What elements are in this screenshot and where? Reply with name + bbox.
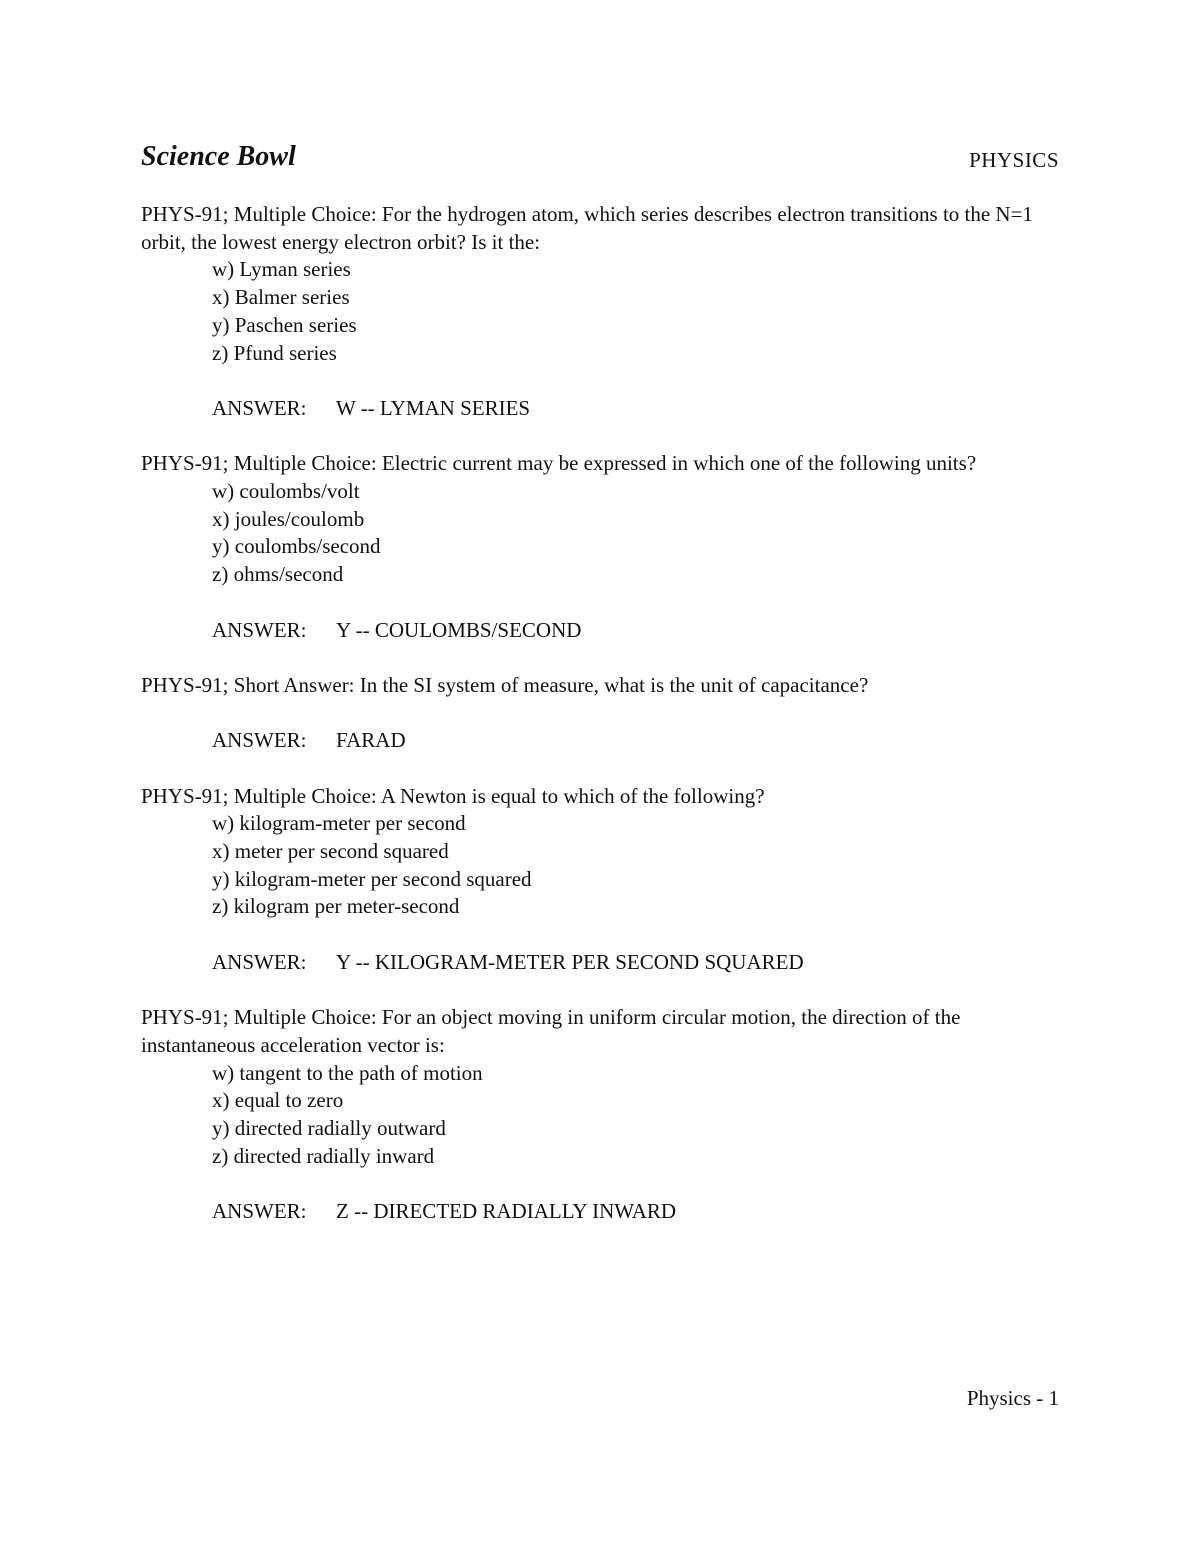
choice-z: z) ohms/second (212, 562, 344, 587)
question-list (141, 201, 1059, 1254)
choice-w: w) Lyman series (212, 257, 351, 282)
answer-value: W -- LYMAN SERIES (336, 395, 531, 420)
answer-line (212, 727, 1059, 755)
answer-label: ANSWER: (212, 395, 307, 420)
page-header (141, 141, 1059, 181)
page-footer: Physics - 1 (966, 1386, 1059, 1410)
answer-line (212, 949, 1059, 977)
question-4 (141, 783, 1059, 977)
answer-label: ANSWER: (212, 1199, 307, 1224)
choice-x: x) Balmer series (212, 285, 350, 310)
choice-list (141, 478, 1059, 589)
answer-line (212, 617, 1059, 645)
choice-list (141, 1060, 1059, 1171)
question-1 (141, 201, 1059, 423)
choice-z: z) Pfund series (212, 340, 337, 365)
subject-label: PHYSICS (969, 148, 1059, 172)
question-2 (141, 450, 1059, 644)
document-title: Science Bowl (141, 141, 296, 172)
choice-w: w) coulombs/volt (212, 479, 360, 503)
answer-line (212, 395, 1059, 423)
answer-label: ANSWER: (212, 728, 307, 753)
question-text: PHYS-91; Short Answer: In the SI system of measure, what is the unit of capacitance? (141, 672, 869, 697)
choice-z: z) kilogram per meter-second (212, 894, 460, 919)
question-text: PHYS-91; Multiple Choice: A Newton is equal to which of the following? (141, 783, 765, 808)
choice-w: w) tangent to the path of motion (212, 1060, 483, 1085)
choice-y: y) directed radially outward (212, 1116, 446, 1141)
choice-y: y) kilogram-meter per second squared (212, 866, 532, 891)
question-3 (141, 672, 1059, 755)
question-text: PHYS-91; Multiple Choice: Electric current may be expressed in which one of the following units? (141, 451, 977, 476)
choice-y: y) Paschen series (212, 312, 357, 337)
answer-value: Z -- DIRECTED RADIALLY INWARD (336, 1199, 677, 1224)
question-text: PHYS-91; Multiple Choice: For an object moving in uniform circular motion, the direction of the instantaneous acceleration vector is: (141, 1005, 961, 1057)
choice-list (141, 256, 1059, 367)
choice-y: y) coulombs/second (212, 534, 381, 559)
answer-value: FARAD (336, 728, 406, 753)
answer-value: Y -- COULOMBS/SECOND (336, 617, 582, 642)
answer-label: ANSWER: (212, 617, 307, 642)
answer-line (212, 1198, 1059, 1226)
question-text: PHYS-91; Multiple Choice: For the hydrogen atom, which series describes electron transitions to the N=1 orbit, the lowest energy electron orbit? Is it the: (141, 202, 1033, 254)
choice-list (141, 810, 1059, 921)
choice-x: x) joules/coulomb (212, 506, 365, 531)
answer-value: Y -- KILOGRAM-METER PER SECOND SQUARED (336, 949, 804, 974)
answer-label: ANSWER: (212, 949, 307, 974)
choice-x: x) equal to zero (212, 1088, 344, 1113)
choice-w: w) kilogram-meter per second (212, 811, 466, 836)
choice-x: x) meter per second squared (212, 839, 449, 864)
choice-z: z) directed radially inward (212, 1143, 435, 1168)
question-5 (141, 1004, 1059, 1226)
